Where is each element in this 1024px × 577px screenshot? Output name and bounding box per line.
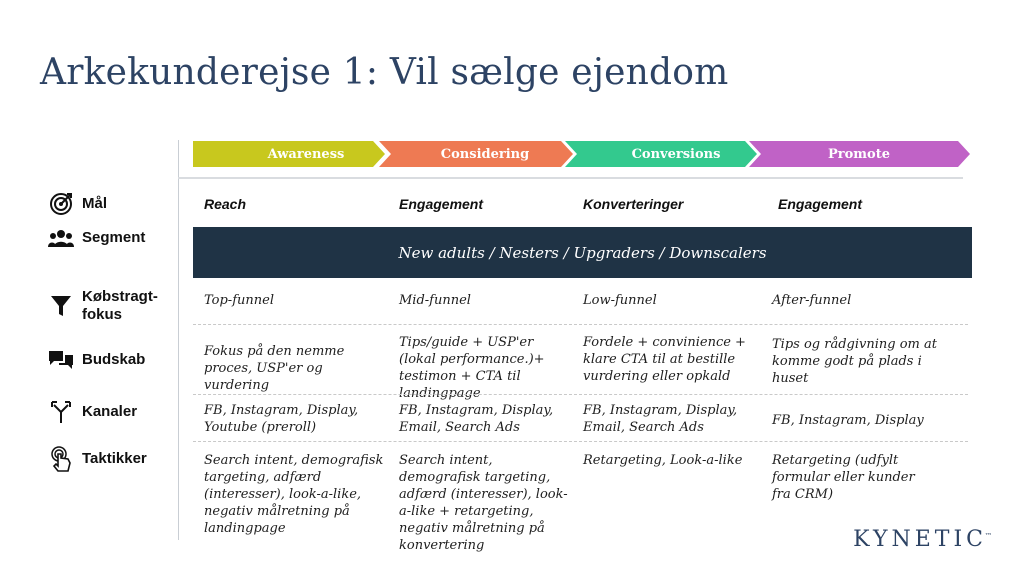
group-icon [48,226,74,250]
row-label-text: Budskab [82,351,146,368]
row-label-text: Kanaler [82,403,138,420]
channels-awareness: FB, Instagram, Display, Youtube (preroll) [204,403,359,435]
funnel-promote: After-funnel [772,293,852,308]
segment-band: New adults / Nesters / Upgraders / Downscalers [193,227,972,278]
chat-bubbles-icon [48,348,74,372]
stage-awareness: Awareness [267,146,345,162]
row-label-text: Segment [82,229,146,246]
row-label-line2: fokus [82,306,123,323]
funnel-icon [48,294,74,318]
trademark-mark: ™ [985,531,992,540]
message-considering: Tips/guide + USP'er (lokal performance.)+ testimon + CTA til landingpage [399,335,545,401]
column-divider [178,140,179,540]
row-label-maal [48,192,107,216]
target-icon [48,192,74,216]
row-label-kobstragt [48,288,158,324]
channels-conversions: FB, Instagram, Display, Email, Search Ads [583,403,738,435]
header-divider [178,177,963,179]
stage-conversions: Conversions [631,146,721,162]
row-label-text [82,288,158,324]
row-label-kanaler [48,400,137,424]
stage-considering: Considering [440,146,530,162]
channels-promote: FB, Instagram, Display [772,413,924,428]
funnel-awareness: Top-funnel [204,293,274,308]
tactics-considering: Search intent, demografisk targeting, adfærd (interesser), look-a-like + retargeting, negativ målretning på konvertering [399,453,568,553]
goal-considering: Engagement [399,196,484,212]
message-awareness: Fokus på den nemme proces, USP'er og vurdering [204,344,345,393]
tactics-conversions: Retargeting, Look-a-like [583,453,743,468]
message-conversions: Fordele + convinience + klare CTA til at bestille vurdering eller opkald [583,335,746,384]
message-promote: Tips og rådgivning om at komme godt på plads i huset [772,337,937,386]
logo-text: KYNETIC [853,527,987,552]
row-divider [193,441,968,442]
row-label-segment [48,226,145,250]
row-divider [193,394,968,395]
channels-considering: FB, Instagram, Display, Email, Search Ads [399,403,554,435]
goal-promote: Engagement [778,196,863,212]
touch-hand-icon [48,447,74,471]
stage-promote: Promote [828,146,890,162]
kynetic-logo [853,527,992,552]
funnel-considering: Mid-funnel [399,293,471,308]
funnel-conversions: Low-funnel [583,293,657,308]
goal-awareness: Reach [204,196,247,212]
tactics-promote: Retargeting (udfylt formular eller kunder fra CRM) [772,453,915,502]
split-arrows-icon [48,400,74,424]
row-divider [193,324,968,325]
page-title: Arkekunderejse 1: Vil sælge ejendom [40,52,729,93]
row-label-text: Taktikker [82,450,147,467]
row-label-taktikker [48,447,147,471]
row-label-budskab [48,348,145,372]
row-label-line1: Købstragt- [82,288,158,305]
goal-conversions: Konverteringer [583,196,684,212]
tactics-awareness: Search intent, demografisk targeting, adfærd (interesser), look-a-like, negativ målretning på landingpage [204,453,384,536]
row-label-text: Mål [82,195,108,212]
